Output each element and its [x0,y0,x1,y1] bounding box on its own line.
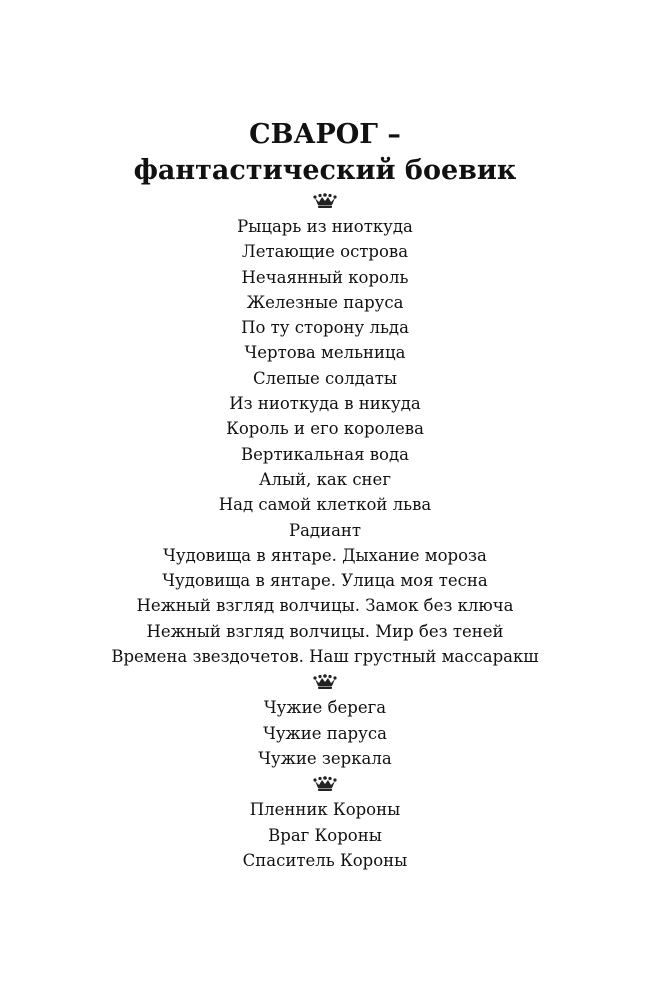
book-title: Вертикальная вода [241,444,409,464]
book-title: Король и его королева [226,419,424,439]
book-list [0,188,650,873]
title-line-2: фантастический боевик [133,155,517,186]
book-title: Чужие зеркала [258,748,392,768]
book-title: Нежный взгляд волчицы. Мир без теней [146,621,504,641]
book-title: Пленник Короны [249,800,401,820]
title-line-1: СВАРОГ – [249,119,401,150]
book-title: Чужие паруса [263,723,387,743]
book-title: Спаситель Короны [242,850,408,870]
book-title: Чужие берега [263,698,387,718]
book-title: Рыцарь из ниоткуда [237,217,413,236]
book-title: Алый, как снег [259,469,391,489]
book-title: Чудовища в янтаре. Дыхание мороза [163,545,487,565]
book-title: Железные паруса [246,292,404,312]
book-title: Враг Короны [268,825,382,845]
book-title: Из ниоткуда в никуда [229,394,421,414]
book-title: Чудовища в янтаре. Улица моя тесна [162,571,488,591]
page-title [0,117,650,189]
book-title: Летающие острова [241,242,409,262]
crown-ornament-icon [0,669,650,695]
crown-ornament-icon [0,188,650,214]
book-title: Слепые солдаты [253,368,397,388]
book-title: По ту сторону льда [241,318,409,338]
book-title: Нечаянный король [241,267,409,287]
book-title: Нежный взгляд волчицы. Замок без ключа [136,596,514,616]
book-title: Радиант [288,520,362,540]
book-title: Времена звездочетов. Наш грустный массаракш [111,647,539,667]
book-title: Над самой клеткой льва [218,495,432,515]
book-title: Чертова мельница [244,343,406,363]
crown-ornament-icon [0,771,650,797]
